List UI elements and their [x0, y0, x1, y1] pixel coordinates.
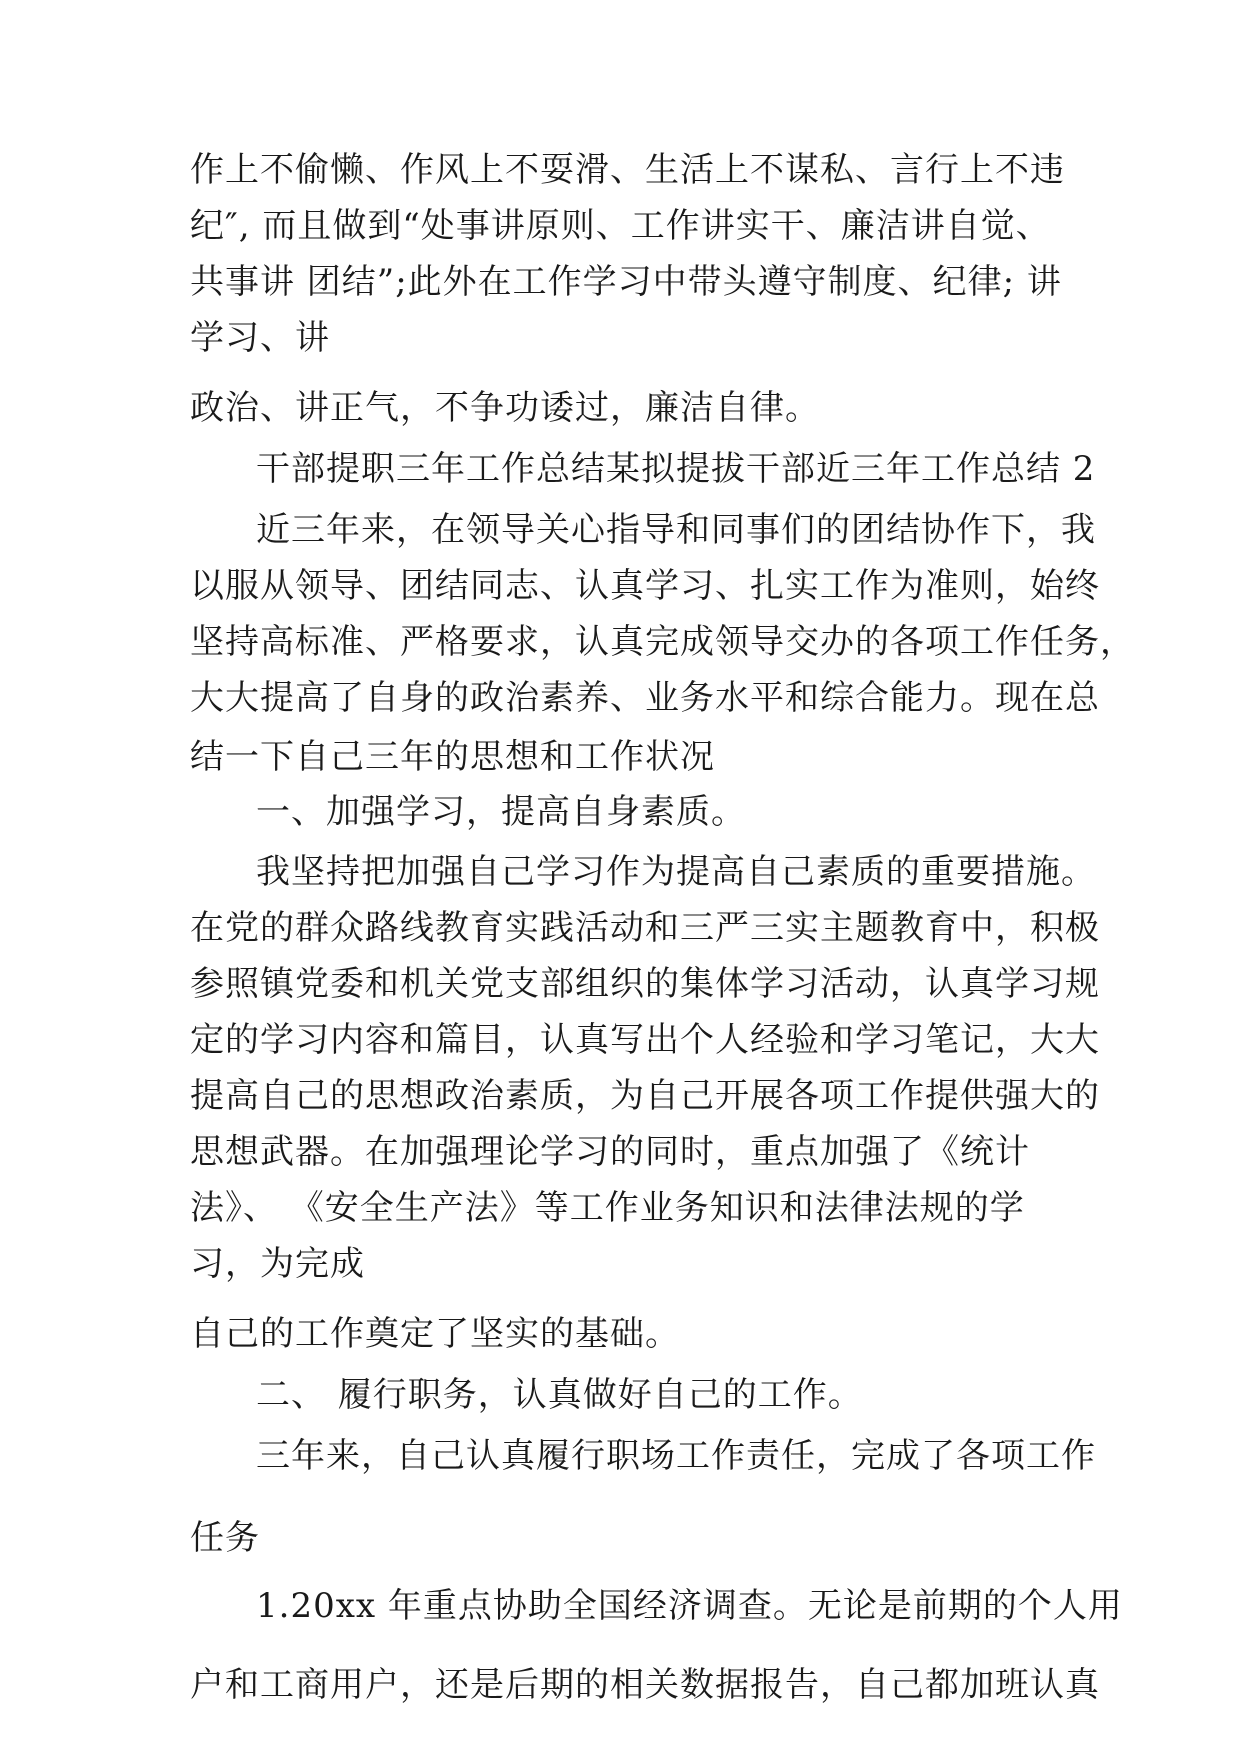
- section-title: 干部提职三年工作总结某拟提拔干部近三年工作总结 2: [256, 449, 1096, 489]
- paragraph-line: 1.20xx 年重点协助全国经济调查。无论是前期的个人用: [256, 1586, 1123, 1626]
- paragraph-line: 我坚持把加强自己学习作为提高自己素质的重要措施。: [256, 852, 1096, 892]
- paragraph-line: 三年来，自己认真履行职场工作责任，完成了各项工作: [256, 1436, 1096, 1476]
- paragraph-line: 定的学习内容和篇目，认真写出个人经验和学习笔记，大大: [190, 1020, 1100, 1060]
- paragraph-line: 在党的群众路线教育实践活动和三严三实主题教育中，积极: [190, 908, 1100, 948]
- paragraph-line: 大大提高了自身的政治素养、业务水平和综合能力。现在总: [190, 678, 1100, 718]
- paragraph-line: 学习、讲: [190, 318, 330, 358]
- paragraph-line: 自己的工作奠定了坚实的基础。: [190, 1314, 680, 1354]
- paragraph-line: 以服从领导、团结同志、认真学习、扎实工作为准则，始终: [190, 566, 1100, 606]
- paragraph-line: 结一下自己三年的思想和工作状况: [190, 737, 715, 777]
- paragraph-line: 习，为完成: [190, 1244, 365, 1284]
- paragraph-line: 共事讲 团结”;此外在工作学习中带头遵守制度、纪律; 讲: [190, 262, 1062, 302]
- section-heading: 一、加强学习，提高自身素质。: [256, 792, 746, 832]
- paragraph-line: 参照镇党委和机关党支部组织的集体学习活动，认真学习规: [190, 964, 1100, 1004]
- paragraph-line: 法》、 《安全生产法》等工作业务知识和法律法规的学: [190, 1188, 1025, 1228]
- paragraph-line: 政治、讲正气，不争功诿过，廉洁自律。: [190, 388, 820, 428]
- paragraph-line: 任务: [190, 1518, 260, 1558]
- paragraph-line: 纪″, 而且做到“处事讲原则、工作讲实干、廉洁讲自觉、: [190, 206, 1051, 246]
- paragraph-line: 近三年来，在领导关心指导和同事们的团结协作下，我: [256, 510, 1096, 550]
- paragraph-line: 户和工商用户，还是后期的相关数据报告，自己都加班认真: [190, 1665, 1100, 1705]
- paragraph-line: 提高自己的思想政治素质，为自己开展各项工作提供强大的: [190, 1076, 1100, 1116]
- paragraph-line: 思想武器。在加强理论学习的同时，重点加强了《统计: [190, 1132, 1030, 1172]
- section-heading: 二、 履行职务，认真做好自己的工作。: [256, 1375, 863, 1415]
- paragraph-line: 坚持高标准、严格要求，认真完成领导交办的各项工作任务，: [190, 622, 1135, 662]
- paragraph-line: 作上不偷懒、作风上不耍滑、生活上不谋私、言行上不违: [190, 150, 1065, 190]
